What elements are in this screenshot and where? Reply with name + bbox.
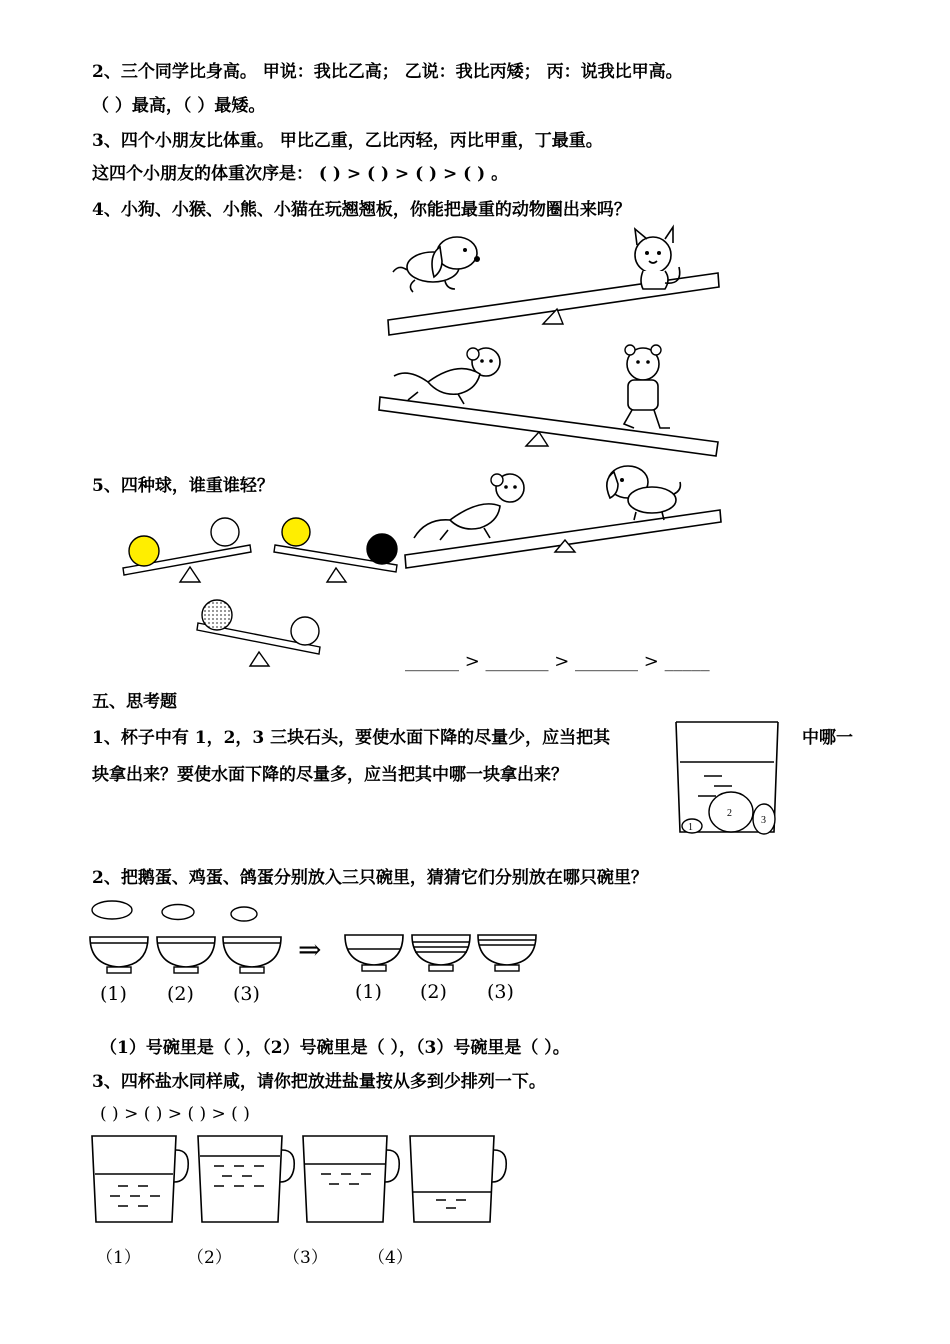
bowl-icon <box>412 935 470 971</box>
q5-line1: 5、四种球，谁重谁轻？ <box>92 476 274 496</box>
p1-line1: 1、杯子中有 1，2，3 三块石头，要使水面下降的尽量少，应当把其 <box>92 728 611 748</box>
bowl-icon <box>345 935 403 971</box>
black-ball <box>367 534 397 564</box>
cup-icon <box>198 1136 294 1222</box>
ball-scale-dotted-white <box>195 597 335 669</box>
goose-egg-icon <box>92 901 132 919</box>
cup-icon <box>303 1136 399 1222</box>
yellow-ball <box>129 536 159 566</box>
cup-label-3: （3） <box>283 1248 328 1268</box>
cup-label-4: （4） <box>368 1248 413 1268</box>
p2-answer: （1）号碗里是（ ），（2）号碗里是（ ），（3）号碗里是（ ）。 <box>100 1038 570 1058</box>
bowl-label-left-1: (1) <box>100 983 127 1005</box>
cup-with-stones <box>674 718 784 838</box>
dog-icon <box>607 466 681 520</box>
dog-icon <box>393 237 480 292</box>
ball-scale-yellow-black <box>272 515 412 585</box>
bowl-label-right-3: (3) <box>487 981 514 1003</box>
dotted-ball <box>202 600 232 630</box>
bowl-icon <box>90 937 148 973</box>
q2-line2: （ ）最高，（ ）最矮。 <box>92 96 266 116</box>
white-ball <box>211 518 239 546</box>
p3-order: ( ) > ( ) > ( ) > ( ) <box>100 1104 250 1124</box>
section-title: 五、思考题 <box>92 692 177 712</box>
monkey-icon <box>394 348 500 404</box>
bowl-label-left-3: (3) <box>233 983 260 1005</box>
yellow-ball <box>282 518 310 546</box>
arrow-icon: ⇒ <box>298 933 322 966</box>
stone-label-1: 1 <box>688 822 693 833</box>
p2-line1: 2、把鹅蛋、鸡蛋、鸽蛋分别放入三只碗里，猜猜它们分别放在哪只碗里？ <box>92 868 648 888</box>
q4-line1: 4、小狗、小猴、小熊、小猫在玩翘翘板，你能把最重的动物圈出来吗？ <box>92 200 631 220</box>
q5-answer-line: ______ > _______ > _______ > _____ <box>405 651 710 672</box>
seesaw-monkey-dog <box>400 460 730 570</box>
bowls-water <box>343 933 543 978</box>
monkey-icon <box>414 474 524 540</box>
q3-line2: 这四个小朋友的体重次序是： ( ) > ( ) > ( ) > ( ) 。 <box>92 164 509 184</box>
seesaw-monkey-bear <box>378 342 718 452</box>
q3-line1: 3、四个小朋友比体重。 甲比乙重，乙比丙轻，丙比甲重，丁最重。 <box>92 131 603 151</box>
bowl-icon <box>157 937 215 973</box>
pigeon-egg-icon <box>231 907 257 921</box>
bowl-label-right-1: (1) <box>355 981 382 1003</box>
chicken-egg-icon <box>162 905 194 920</box>
p3-line1: 3、四杯盐水同样咸，请你把放进盐量按从多到少排列一下。 <box>92 1072 546 1092</box>
cup-label-2: （2） <box>187 1248 232 1268</box>
salt-water-cups <box>88 1134 538 1234</box>
stone-label-2: 2 <box>727 808 732 819</box>
cup-label-1: （1） <box>96 1248 141 1268</box>
eggs <box>88 898 268 928</box>
bowls-empty <box>88 935 288 980</box>
p1-tail: 中哪一 <box>802 728 853 748</box>
bowl-icon <box>223 937 281 973</box>
seesaw-dog-cat <box>385 225 725 335</box>
bowl-label-left-2: (2) <box>167 983 194 1005</box>
bowl-icon <box>478 935 536 971</box>
bear-icon <box>624 345 670 428</box>
q2-line1: 2、三个同学比身高。 甲说：我比乙高； 乙说：我比丙矮； 丙：说我比甲高。 <box>92 62 683 82</box>
white-ball <box>291 617 319 645</box>
cup-icon <box>410 1136 506 1222</box>
ball-scale-yellow-white <box>120 515 270 585</box>
stone-label-3: 3 <box>761 815 766 826</box>
p1-line2: 块拿出来？要使水面下降的尽量多，应当把其中哪一块拿出来？ <box>92 765 568 785</box>
cup-icon <box>92 1136 188 1222</box>
bowl-label-right-2: (2) <box>420 981 447 1003</box>
